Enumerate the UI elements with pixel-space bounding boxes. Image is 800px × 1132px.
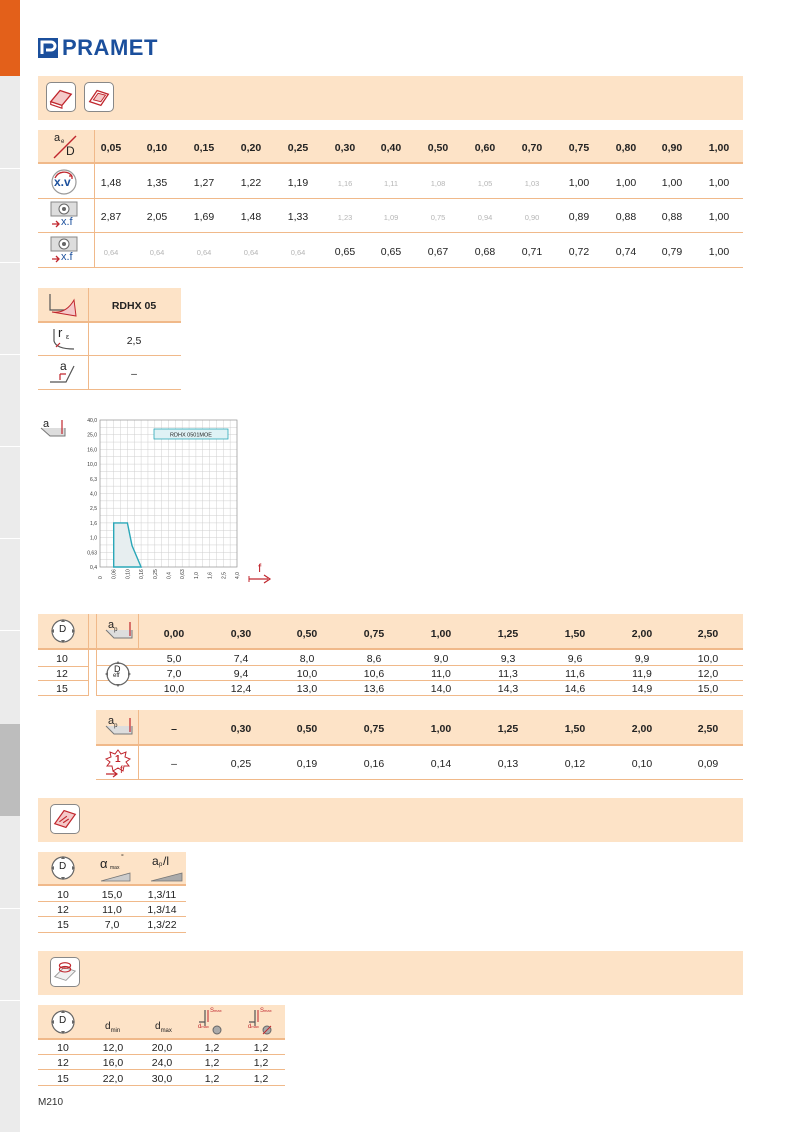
chart-y-tick: 16,0	[87, 447, 97, 454]
row-rule	[38, 901, 186, 902]
factor-column-header: 0,50	[427, 142, 449, 154]
factor-column-header: 0,25	[287, 142, 309, 154]
ramp-angle-cell: 7,0	[104, 919, 120, 931]
ap-over-l-icon	[150, 854, 184, 882]
chart-x-tick: 0,25	[152, 569, 159, 579]
factor-cell: 2,87	[100, 211, 122, 223]
ap-column-header: 2,50	[697, 628, 719, 640]
ap-column-header: 1,00	[430, 628, 452, 640]
factor-cell: 0,72	[568, 246, 590, 258]
speed-factor-label: x.v	[54, 175, 71, 189]
helical-cell: 16,0	[102, 1057, 124, 1069]
factor-cell: 0,64	[290, 248, 306, 257]
factor-cell: 1,27	[193, 177, 215, 189]
effective-diameter-cell: 7,4	[233, 653, 249, 665]
effective-diameter-cell: 8,0	[299, 653, 315, 665]
effective-diameter-cell: 14,0	[430, 683, 452, 695]
feed-factor-icon	[50, 201, 78, 231]
chart-y-tick: 25,0	[87, 432, 97, 439]
side-divider	[0, 908, 20, 909]
factor-cell: 1,03	[524, 179, 540, 188]
factor-cell: 1,33	[287, 211, 309, 223]
factor-cell: 1,35	[146, 177, 168, 189]
factor-cell: 0,64	[243, 248, 259, 257]
factor-column-header: 0,20	[240, 142, 262, 154]
effective-diameter-cell: 11,6	[565, 668, 585, 680]
section-banner-ramping	[38, 798, 743, 842]
effective-diameter-cell: 10,0	[163, 683, 185, 695]
ap-column-header-2: 2,50	[697, 723, 719, 735]
chart-x-tick: 0,63	[180, 569, 187, 579]
ap-icon-2	[104, 714, 136, 740]
ap-symbol: $a_p$	[108, 619, 118, 634]
row-rule	[96, 665, 743, 666]
effective-diameter-cell: 13,0	[296, 683, 318, 695]
deff-symbol: D	[114, 664, 121, 674]
row-rule	[38, 267, 743, 268]
chart-xlabel: f	[258, 561, 262, 575]
helical-cell: 15	[57, 1073, 69, 1085]
factor-column-header: 0,30	[334, 142, 356, 154]
row-rule	[38, 389, 181, 390]
chart-y-tick: 1,6	[90, 520, 97, 527]
helical-cell: 1,2	[253, 1073, 269, 1085]
feed-per-tooth-cell: 0,13	[497, 758, 519, 770]
row-rule	[38, 1054, 285, 1055]
header-rule	[38, 648, 743, 650]
factor-cell: 1,69	[193, 211, 215, 223]
ap-column-header-2: 1,25	[497, 723, 519, 735]
radius-symbol: r	[58, 325, 63, 340]
factor-cell: 0,64	[196, 248, 212, 257]
factor-cell: 1,22	[240, 177, 262, 189]
ramp-angle-cell: 1,3/11	[147, 889, 177, 901]
factor-cell: 0,90	[524, 213, 540, 222]
factor-column-header: 0,70	[521, 142, 543, 154]
ramp-angle-cell: 15,0	[101, 889, 123, 901]
chart-x-tick: 0	[98, 576, 104, 579]
dmax-symbol: d	[155, 1021, 161, 1032]
smax-blind-icon	[197, 1008, 227, 1036]
effective-diameter-icon	[104, 660, 132, 688]
factor-column-header: 1,00	[708, 142, 730, 154]
dmax-symbol-small: dmax	[248, 1024, 259, 1030]
factor-cell: 0,89	[568, 211, 590, 223]
feed-per-tooth-cell: 0,09	[697, 758, 719, 770]
factor-cell: 0,88	[661, 211, 683, 223]
effective-diameter-cell: 13,6	[363, 683, 385, 695]
factor-cell: 1,09	[383, 213, 399, 222]
effective-diameter-cell: 12,0	[697, 668, 719, 680]
feed-per-tooth-icon	[104, 748, 132, 778]
smax-through-icon	[247, 1008, 277, 1036]
effective-diameter-cell: 14,6	[564, 683, 586, 695]
smax-symbol: Smax	[210, 1008, 222, 1014]
chart-y-tick: 0,63	[87, 550, 97, 557]
ap-column-header: 2,00	[631, 628, 653, 640]
factor-column-header: 0,75	[568, 142, 590, 154]
alpha-symbol: α	[100, 856, 108, 871]
factor-cell: 0,75	[430, 213, 446, 222]
ap-column-header: 0,75	[363, 628, 385, 640]
ramp-angle-cell: 12	[57, 904, 69, 916]
ap-icon	[104, 618, 136, 644]
row-rule	[38, 232, 743, 233]
feed-per-tooth-cell: 0,14	[430, 758, 452, 770]
feed-symbol: f	[120, 765, 123, 776]
helical-cell: 1,2	[253, 1042, 269, 1054]
factor-cell: 0,65	[334, 246, 356, 258]
factor-cell: 0,65	[380, 246, 402, 258]
chart-x-tick: 1,6	[207, 572, 214, 579]
helical-cell: 1,2	[204, 1073, 220, 1085]
chart-ylabel: a	[43, 418, 50, 430]
helical-cell: 20,0	[151, 1042, 173, 1054]
column-rule	[138, 710, 139, 779]
chart-y-tick: 40,0	[87, 418, 97, 424]
row-rule	[38, 695, 88, 696]
effective-diameter-cell: 11,3	[498, 668, 518, 680]
ratio-top-label: a	[54, 132, 61, 144]
chart-x-tick: 0,16	[139, 569, 146, 579]
page-number: M210	[38, 1097, 64, 1108]
diameter-value: 12	[56, 668, 68, 680]
helical-cell: 1,2	[204, 1057, 220, 1069]
effective-diameter-cell: 10,6	[363, 668, 385, 680]
ratio-top-sub: e	[61, 139, 65, 145]
factor-cell: 1,08	[430, 179, 446, 188]
ap-column-header-2: 1,00	[430, 723, 452, 735]
ap-column-header-2: 0,75	[363, 723, 385, 735]
row-rule	[96, 680, 743, 681]
helical-cell: 1,2	[204, 1042, 220, 1054]
alpha-sub: max	[110, 865, 120, 871]
side-divider	[0, 538, 20, 539]
chamfer-width-icon	[46, 358, 80, 386]
helical-cell: 12,0	[102, 1042, 124, 1054]
chamfer-width-value: –	[131, 368, 137, 380]
effective-diameter-cell: 9,3	[500, 653, 516, 665]
diameter-value: 15	[56, 683, 68, 695]
effective-diameter-cell: 14,3	[497, 683, 519, 695]
ramp-angle-cell: 15	[57, 919, 69, 931]
chamfer-symbol: a	[60, 359, 67, 373]
factor-cell: 0,88	[615, 211, 637, 223]
effective-diameter-cell: 10,0	[697, 653, 719, 665]
row-rule	[38, 916, 186, 917]
factor-column-header: 0,80	[615, 142, 637, 154]
factor-cell: 0,71	[521, 246, 543, 258]
header-rule	[38, 1038, 285, 1040]
chart-y-tick: 1,0	[90, 535, 97, 542]
factor-cell: 0,74	[615, 246, 637, 258]
ap-column-header-2: 2,00	[631, 723, 653, 735]
ap-column-header-2: –	[171, 723, 177, 735]
diameter-symbol: D	[59, 1015, 67, 1026]
chart-y-tick: 2,5	[90, 506, 97, 513]
effective-diameter-cell: 9,4	[233, 668, 249, 680]
feed-factor-label: x.f	[61, 216, 73, 228]
header-rule	[38, 884, 186, 886]
ap-sub: p	[159, 862, 163, 868]
row-rule	[96, 779, 743, 780]
ap-column-header: 1,50	[564, 628, 586, 640]
factor-cell: 1,16	[337, 179, 353, 188]
factor-cell: 0,64	[149, 248, 165, 257]
helical-cell: 12	[57, 1057, 69, 1069]
factor-cell: 0,68	[474, 246, 496, 258]
diameter-icon	[50, 855, 76, 881]
ramp-angle-cell: 11,0	[102, 904, 122, 916]
feed-arrow-icon	[248, 574, 272, 584]
helical-cell: 30,0	[151, 1073, 173, 1085]
feed-per-tooth-cell: 0,12	[564, 758, 586, 770]
ae-over-d-icon	[50, 132, 80, 160]
chart-x-tick: 0,4	[166, 572, 173, 579]
side-divider	[0, 168, 20, 169]
column-rule	[88, 614, 89, 696]
brand-name: PRAMET	[62, 35, 158, 60]
side-tab-strip	[0, 76, 20, 1132]
face-milling-icon	[46, 82, 76, 112]
dmin-sub: min	[110, 1028, 121, 1034]
effective-diameter-cell: 12,4	[230, 683, 252, 695]
row-rule	[38, 932, 186, 933]
helical-cell: 10	[57, 1042, 69, 1054]
ap-symbol: a	[152, 854, 159, 868]
corner-radius-value: 2,5	[126, 335, 142, 347]
column-rule	[138, 614, 139, 648]
header-rule	[38, 162, 743, 164]
row-rule	[38, 1069, 285, 1070]
side-divider	[0, 262, 20, 263]
effective-diameter-cell: 11,9	[632, 668, 652, 680]
column-rule	[94, 130, 95, 267]
effective-diameter-cell: 9,6	[567, 653, 583, 665]
side-accent-bar	[0, 0, 20, 76]
ap-column-header: 0,30	[230, 628, 252, 640]
feed-per-tooth-cell: 0,10	[631, 758, 653, 770]
feed-factor-2-label: x.f	[61, 251, 73, 263]
factor-column-header: 0,40	[380, 142, 402, 154]
effective-diameter-cell: 9,9	[634, 653, 650, 665]
column-rule	[88, 288, 89, 389]
chart-plot	[60, 412, 290, 592]
diameter-value: 10	[56, 653, 68, 665]
section-banner-facing	[38, 76, 743, 120]
side-divider	[0, 446, 20, 447]
insert-shape-icon	[46, 292, 80, 318]
chart-legend-label: RDHX 0501MOE	[170, 432, 212, 439]
helical-cell: 24,0	[151, 1057, 173, 1069]
effective-diameter-cell: 11,0	[431, 668, 451, 680]
helical-cell: 22,0	[102, 1073, 124, 1085]
feed-per-tooth-cell: –	[171, 758, 177, 770]
factor-cell: 1,00	[708, 177, 730, 189]
effective-diameter-cell: 8,6	[366, 653, 382, 665]
pramet-logo	[38, 36, 158, 60]
ramp-angle-cell: 1,3/22	[147, 919, 177, 931]
factor-column-header: 0,60	[474, 142, 496, 154]
helical-interpolation-icon	[50, 957, 80, 987]
smax-symbol: Smax	[260, 1008, 272, 1014]
effective-diameter-cell: 5,0	[166, 653, 182, 665]
section-banner-helical	[38, 951, 743, 995]
corner-radius-icon	[46, 325, 80, 353]
factor-cell: 1,00	[615, 177, 637, 189]
factor-cell: 1,19	[287, 177, 309, 189]
column-rule	[96, 614, 97, 696]
side-divider	[0, 1000, 20, 1001]
diameter-symbol: D	[59, 861, 67, 872]
feed-per-tooth-cell: 0,19	[296, 758, 318, 770]
factor-cell: 1,23	[337, 213, 353, 222]
factor-column-header: 0,05	[100, 142, 122, 154]
insert-name: RDHX 05	[111, 300, 157, 312]
side-tab-active	[0, 724, 20, 816]
chart-x-tick: 4,0	[235, 572, 241, 579]
ap-column-header-2: 0,50	[296, 723, 318, 735]
ramping-icon	[50, 804, 80, 834]
factor-cell: 0,79	[661, 246, 683, 258]
row-rule	[38, 355, 181, 356]
dmin-symbol: d	[105, 1021, 111, 1032]
factor-cell: 1,05	[477, 179, 493, 188]
factor-column-header: 0,10	[146, 142, 168, 154]
chart-x-tick: 0,10	[125, 569, 132, 579]
factor-cell: 1,00	[568, 177, 590, 189]
factor-cell: 1,11	[383, 179, 399, 188]
factor-cell: 0,67	[427, 246, 449, 258]
chart-y-tick: 6,3	[90, 476, 97, 483]
row-rule	[38, 1085, 285, 1086]
ap-column-header: 0,50	[296, 628, 318, 640]
row-rule	[38, 680, 88, 681]
diameter-icon	[50, 618, 76, 644]
effective-diameter-cell: 9,0	[433, 653, 449, 665]
row-rule	[96, 695, 743, 696]
chart-y-tick: 4,0	[90, 491, 97, 498]
factor-cell: 1,48	[240, 211, 262, 223]
factor-cell: 2,05	[146, 211, 168, 223]
effective-diameter-cell: 7,0	[166, 668, 182, 680]
feed-per-tooth-cell: 0,25	[230, 758, 252, 770]
ramp-angle-cell: 1,3/14	[147, 904, 177, 916]
dmin-header	[105, 1016, 120, 1034]
over-l-symbol: /l	[163, 854, 169, 868]
dmax-header	[155, 1016, 172, 1034]
ap-column-header: 0,00	[163, 628, 185, 640]
side-divider	[0, 354, 20, 355]
factor-column-header: 0,15	[193, 142, 215, 154]
alpha-max-icon	[100, 854, 134, 882]
ratio-bottom-label: D	[66, 144, 75, 158]
factor-cell: 1,00	[708, 211, 730, 223]
deff-symbol-sub: eff	[113, 673, 120, 679]
side-divider	[0, 630, 20, 631]
factor-cell: 1,00	[708, 246, 730, 258]
dmax-symbol-small: dmax	[198, 1024, 209, 1030]
factor-cell: 0,94	[477, 213, 493, 222]
tooth-count: 1	[115, 754, 121, 765]
ap-column-header: 1,25	[497, 628, 519, 640]
row-rule	[38, 666, 88, 667]
effective-diameter-cell: 15,0	[697, 683, 719, 695]
dmax-sub: max	[160, 1028, 172, 1034]
effective-diameter-cell: 14,9	[631, 683, 653, 695]
factor-column-header: 0,90	[661, 142, 683, 154]
feed-per-tooth-cell: 0,16	[363, 758, 385, 770]
factor-cell: 1,00	[661, 177, 683, 189]
cutting-speed-factor-icon	[50, 168, 78, 196]
feed-factor-2-icon	[50, 236, 78, 266]
header-rule	[38, 321, 181, 323]
shoulder-milling-icon	[84, 82, 114, 112]
diameter-symbol: D	[59, 624, 67, 635]
chart-y-tick: 10,0	[87, 462, 97, 469]
pramet-logo-icon	[38, 38, 58, 58]
ap-symbol-2: $a_p$	[108, 715, 118, 730]
effective-diameter-cell: 10,0	[296, 668, 318, 680]
chart-x-tick: 2,5	[221, 572, 228, 579]
ramp-angle-cell: 10	[57, 889, 69, 901]
chart-y-tick: 0,4	[90, 565, 97, 571]
factor-cell: 1,48	[100, 177, 122, 189]
helical-cell: 1,2	[253, 1057, 269, 1069]
ap-column-header-2: 1,50	[564, 723, 586, 735]
chart-x-tick: 0,06	[111, 569, 118, 579]
ap-column-header-2: 0,30	[230, 723, 252, 735]
header-rule	[96, 744, 743, 746]
radius-symbol-sub: ε	[66, 334, 70, 341]
diameter-icon	[50, 1009, 76, 1035]
row-rule	[38, 198, 743, 199]
chart-x-tick: 1,0	[193, 572, 200, 579]
degree-symbol: °	[121, 854, 124, 861]
factor-cell: 0,64	[103, 248, 119, 257]
